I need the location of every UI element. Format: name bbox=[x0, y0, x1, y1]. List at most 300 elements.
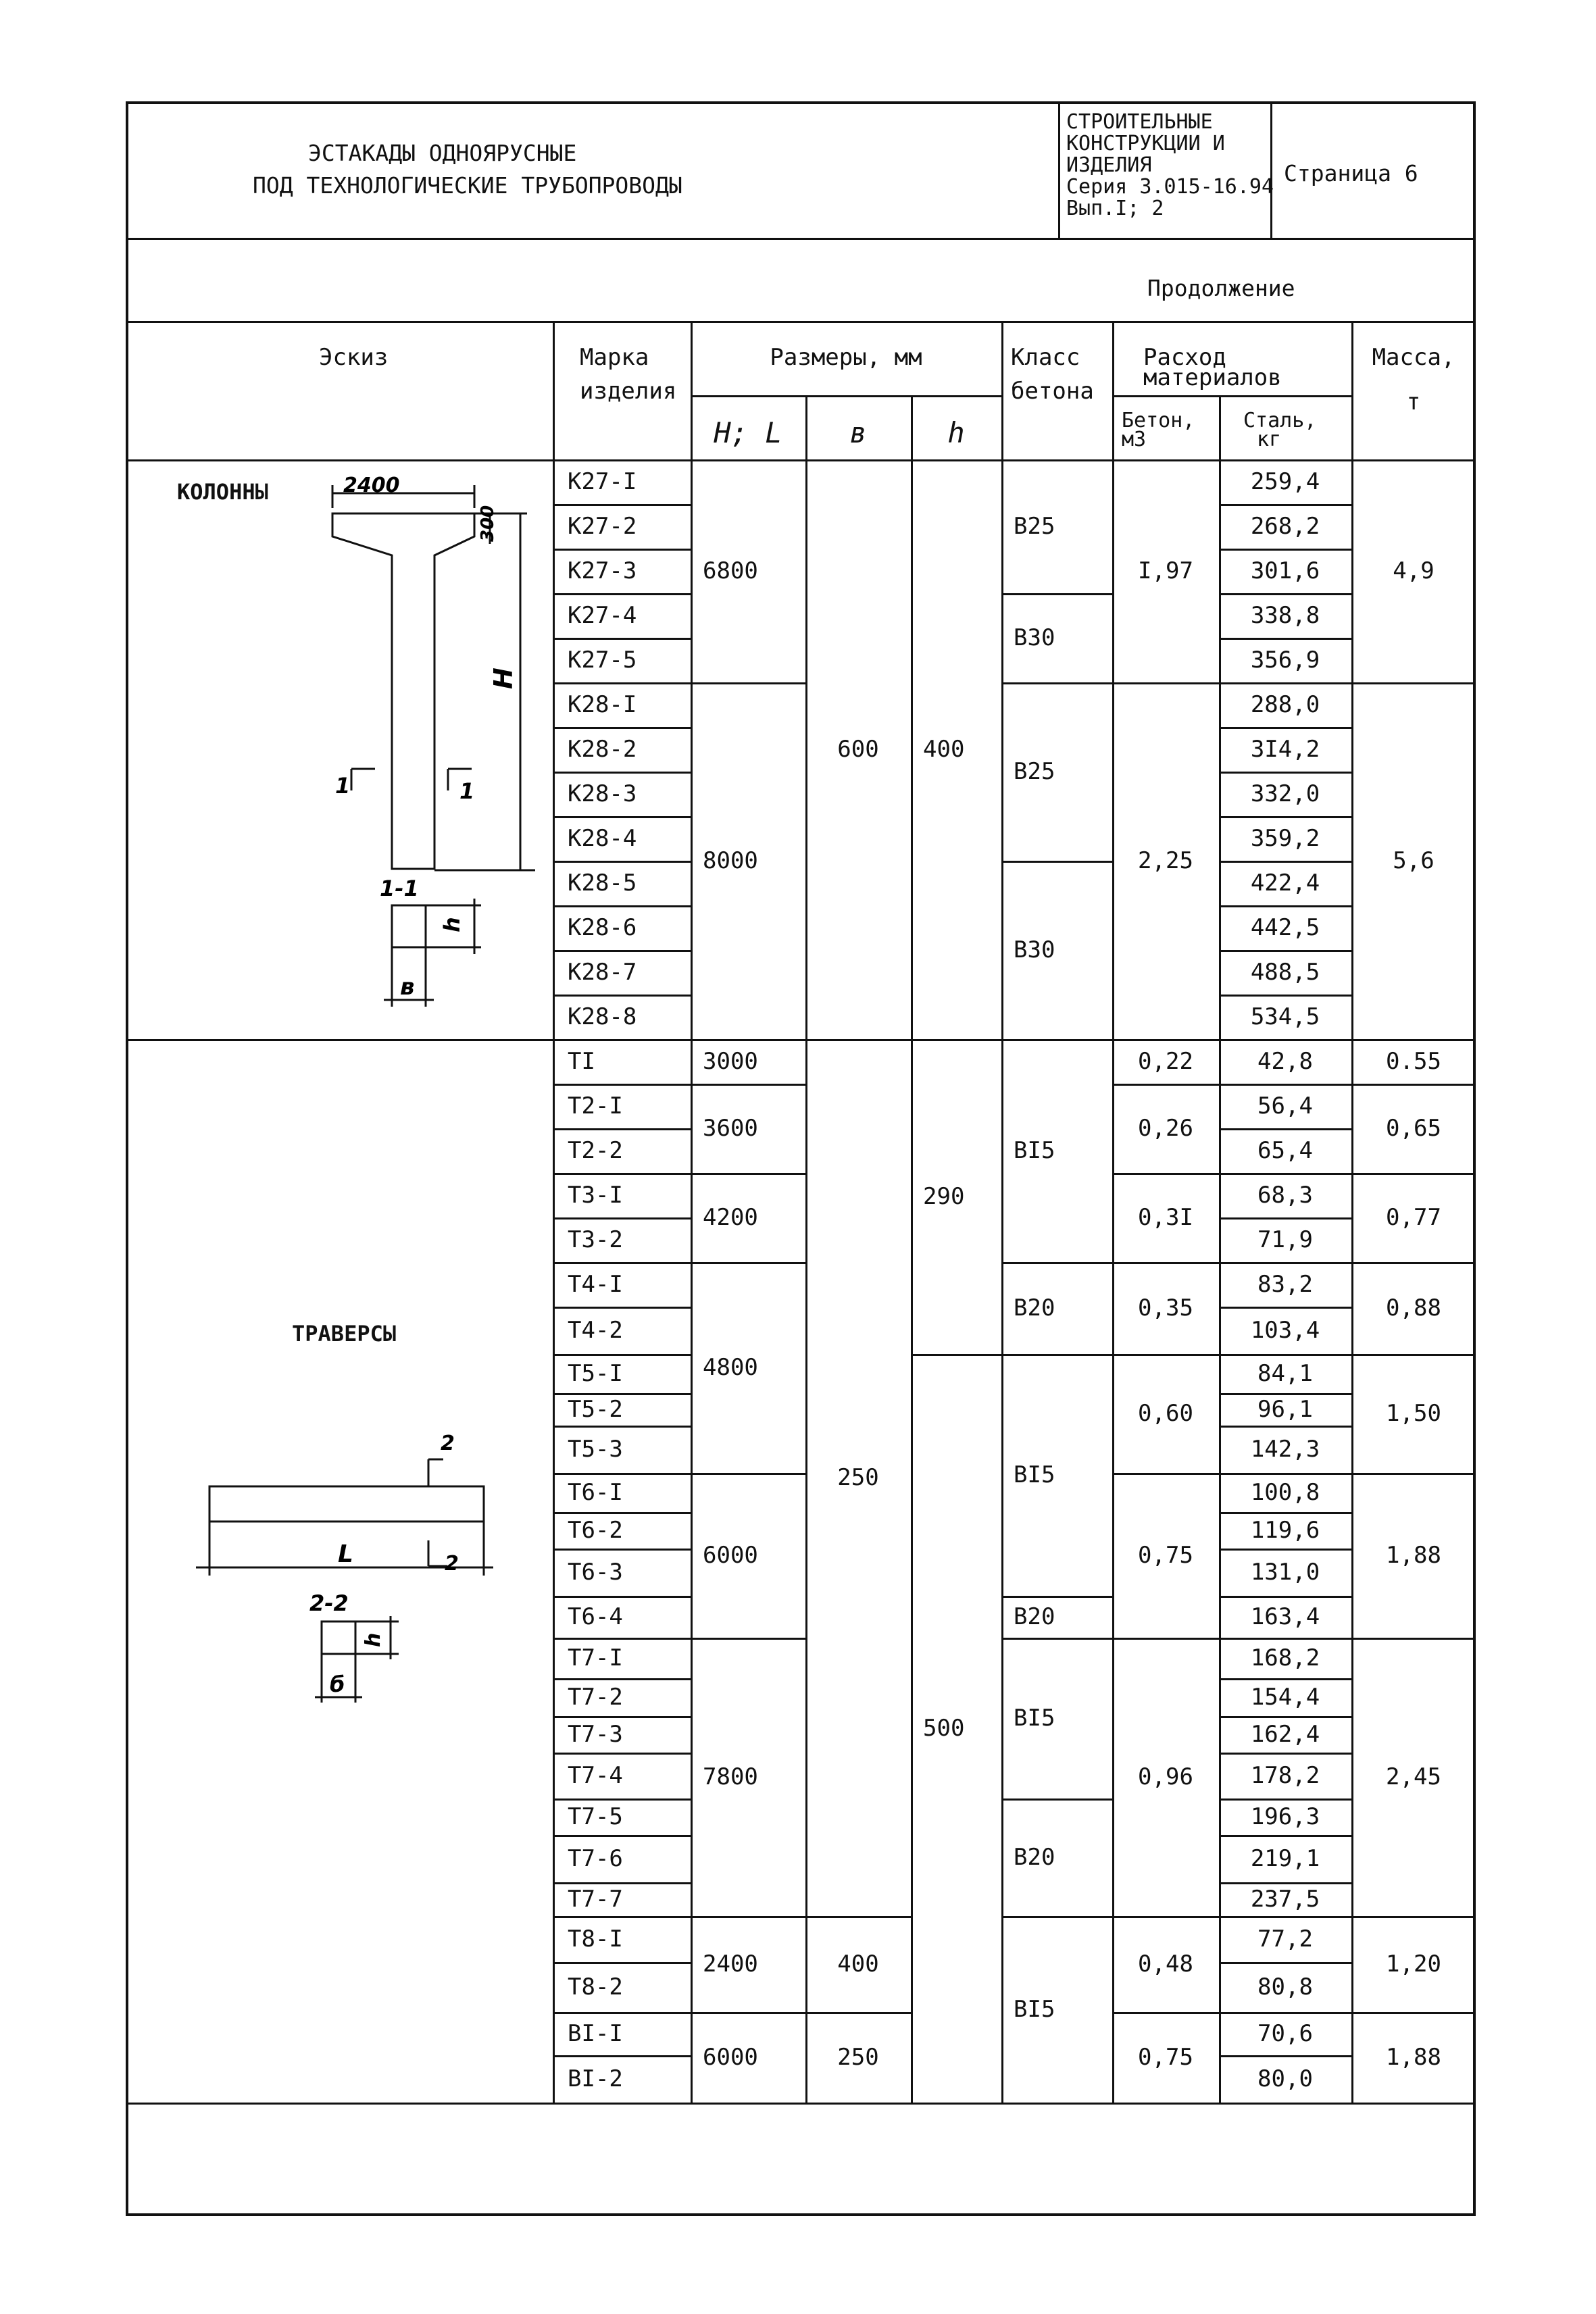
mass-rule bbox=[1351, 1084, 1476, 1086]
steel-cell: 422,4 bbox=[1250, 870, 1320, 897]
row-rule bbox=[553, 593, 691, 595]
series-line4: Серия 3.015-16.94 bbox=[1066, 175, 1274, 199]
steel-cell: 259,4 bbox=[1250, 468, 1320, 495]
steel-cell: 3I4,2 bbox=[1250, 736, 1320, 763]
length-cell: 2400 bbox=[703, 1951, 758, 1978]
mass-cell: 0,65 bbox=[1386, 1115, 1441, 1142]
row-rule bbox=[553, 1549, 691, 1551]
mark-cell: BI-I bbox=[568, 2020, 623, 2047]
header-mass-line2: т bbox=[1406, 388, 1421, 416]
row-rule bbox=[553, 1217, 691, 1219]
class-rule bbox=[1001, 1596, 1112, 1598]
steel-cell: 163,4 bbox=[1250, 1603, 1320, 1630]
row-rule bbox=[1219, 1354, 1351, 1356]
mark-cell: К28-5 bbox=[568, 870, 637, 897]
steel-cell: 84,1 bbox=[1257, 1360, 1313, 1387]
row-rule bbox=[1219, 1753, 1351, 1755]
row-rule bbox=[1219, 1882, 1351, 1884]
length-rule bbox=[691, 1262, 805, 1264]
mark-cell: BI-2 bbox=[568, 2065, 623, 2092]
mass-rule bbox=[1351, 682, 1476, 684]
length-rule bbox=[691, 1916, 805, 1918]
class-cell: B25 bbox=[1014, 513, 1055, 540]
class-cell: B30 bbox=[1014, 936, 1055, 963]
mark-cell: T7-3 bbox=[568, 1721, 623, 1748]
height-rule bbox=[911, 1039, 1001, 1041]
row-rule bbox=[1219, 1549, 1351, 1551]
row-rule bbox=[553, 1716, 691, 1718]
traverse-section-mark-top: 2 bbox=[441, 1432, 455, 1455]
concrete-rule bbox=[1112, 1638, 1219, 1640]
row-rule bbox=[553, 1473, 691, 1475]
width-rule bbox=[805, 1039, 911, 1041]
row-rule bbox=[553, 861, 691, 863]
row-rule bbox=[1219, 2012, 1351, 2014]
row-rule bbox=[553, 1039, 691, 1041]
concrete-cell: 0,22 bbox=[1138, 1048, 1193, 1075]
class-rule bbox=[1001, 1039, 1112, 1041]
title-divider-2 bbox=[1270, 101, 1272, 238]
header-sketch: Эскиз bbox=[319, 344, 389, 371]
row-rule bbox=[553, 772, 691, 774]
series-line2: КОНСТРУКЦИИ И bbox=[1066, 132, 1225, 155]
steel-cell: 237,5 bbox=[1250, 1886, 1320, 1913]
title-divider-1 bbox=[1058, 101, 1060, 238]
class-cell: BI5 bbox=[1014, 1996, 1055, 2023]
header-width: в bbox=[849, 416, 867, 449]
concrete-rule bbox=[1112, 1039, 1219, 1041]
steel-cell: 196,3 bbox=[1250, 1803, 1320, 1830]
length-cell: 4800 bbox=[703, 1354, 758, 1381]
column-outline bbox=[332, 513, 474, 869]
mark-cell: К27-4 bbox=[568, 602, 637, 629]
row-rule bbox=[553, 1354, 691, 1356]
width-rule bbox=[805, 2012, 911, 2014]
mass-rule bbox=[1351, 1354, 1476, 1356]
row-rule bbox=[1219, 1716, 1351, 1718]
mass-cell: 4,9 bbox=[1393, 557, 1435, 584]
concrete-cell: 0,35 bbox=[1138, 1294, 1193, 1322]
class-rule bbox=[1001, 682, 1112, 684]
row-rule bbox=[1219, 727, 1351, 729]
section-traverses-label: ТРАВЕРСЫ bbox=[292, 1321, 397, 1347]
width-cell: 250 bbox=[837, 1464, 879, 1491]
class-rule bbox=[1001, 1638, 1112, 1640]
row-rule bbox=[553, 1916, 691, 1918]
header-concrete-line1: Бетон, bbox=[1122, 409, 1195, 432]
concrete-cell: 0,96 bbox=[1138, 1763, 1193, 1790]
traverse-length-dim: L bbox=[338, 1540, 353, 1568]
column-divider bbox=[911, 395, 913, 2103]
concrete-rule bbox=[1112, 682, 1219, 684]
steel-cell: 268,2 bbox=[1250, 513, 1320, 540]
steel-cell: 83,2 bbox=[1257, 1271, 1313, 1298]
row-rule bbox=[553, 727, 691, 729]
concrete-rule bbox=[1112, 1916, 1219, 1918]
row-rule bbox=[1219, 1173, 1351, 1175]
mark-cell: К28-6 bbox=[568, 914, 637, 941]
column-section-mark-right: 1 bbox=[459, 778, 475, 804]
steel-cell: 100,8 bbox=[1250, 1479, 1320, 1506]
traverse-section-rect bbox=[322, 1621, 355, 1654]
concrete-cell: 0,60 bbox=[1138, 1400, 1193, 1427]
column-section-title: 1-1 bbox=[380, 876, 419, 901]
steel-cell: 488,5 bbox=[1250, 959, 1320, 986]
row-rule bbox=[1219, 1512, 1351, 1514]
concrete-rule bbox=[1112, 1173, 1219, 1175]
row-rule bbox=[553, 995, 691, 997]
mass-cell: 1,50 bbox=[1386, 1400, 1441, 1427]
concrete-cell: 0,75 bbox=[1138, 1542, 1193, 1569]
mark-cell: T8-2 bbox=[568, 1973, 623, 2001]
steel-cell: 534,5 bbox=[1250, 1003, 1320, 1030]
header-subrule bbox=[1112, 395, 1351, 397]
header-height: h bbox=[947, 416, 965, 449]
height-cell: 290 bbox=[923, 1183, 965, 1210]
mass-cell: 0,88 bbox=[1386, 1294, 1441, 1322]
series-line5: Вып.I; 2 bbox=[1066, 197, 1164, 220]
column-top-dim: 300 bbox=[478, 505, 498, 542]
row-rule bbox=[1219, 504, 1351, 506]
mass-cell: 0,77 bbox=[1386, 1204, 1441, 1231]
concrete-rule bbox=[1112, 1262, 1219, 1264]
mark-cell: T5-I bbox=[568, 1360, 623, 1387]
concrete-rule bbox=[1112, 1354, 1219, 1356]
series-line1: СТРОИТЕЛЬНЫЕ bbox=[1066, 110, 1213, 134]
steel-cell: 71,9 bbox=[1257, 1226, 1313, 1253]
length-cell: 7800 bbox=[703, 1763, 758, 1790]
mark-cell: T3-2 bbox=[568, 1226, 623, 1253]
row-rule bbox=[553, 682, 691, 684]
concrete-cell: 0,26 bbox=[1138, 1115, 1193, 1142]
title-block-divider bbox=[126, 238, 1476, 240]
steel-cell: 154,4 bbox=[1250, 1684, 1320, 1711]
row-rule bbox=[1219, 1426, 1351, 1428]
row-rule bbox=[553, 1882, 691, 1884]
steel-cell: 168,2 bbox=[1250, 1644, 1320, 1671]
mark-cell: T6-3 bbox=[568, 1559, 623, 1586]
length-cell: 3600 bbox=[703, 1115, 758, 1142]
class-rule bbox=[1001, 1262, 1112, 1264]
concrete-cell: 0,3I bbox=[1138, 1204, 1193, 1231]
continuation-label: Продолжение bbox=[1147, 275, 1295, 301]
steel-cell: 359,2 bbox=[1250, 825, 1320, 852]
section-separator bbox=[126, 1039, 553, 1041]
row-rule bbox=[553, 1753, 691, 1755]
length-rule bbox=[691, 1638, 805, 1640]
steel-cell: 178,2 bbox=[1250, 1762, 1320, 1789]
length-cell: 8000 bbox=[703, 847, 758, 874]
row-rule bbox=[1219, 1039, 1351, 1041]
steel-cell: 68,3 bbox=[1257, 1182, 1313, 1209]
traverse-outline bbox=[209, 1486, 484, 1521]
mark-cell: К28-2 bbox=[568, 736, 637, 763]
length-rule bbox=[691, 1473, 805, 1475]
row-rule bbox=[553, 1835, 691, 1837]
mark-cell: T8-I bbox=[568, 1926, 623, 1953]
row-rule bbox=[1219, 1084, 1351, 1086]
length-cell: 6000 bbox=[703, 1542, 758, 1569]
mark-cell: T7-I bbox=[568, 1644, 623, 1671]
concrete-cell: 0,75 bbox=[1138, 2044, 1193, 2071]
header-steel-line2: кг bbox=[1257, 428, 1282, 451]
mark-cell: T7-7 bbox=[568, 1886, 623, 1913]
row-rule bbox=[553, 905, 691, 907]
page-number: Страница 6 bbox=[1284, 160, 1418, 186]
mark-cell: К28-3 bbox=[568, 780, 637, 807]
traverse-sketch bbox=[196, 1419, 507, 1730]
document-title-line1: ЭСТАКАДЫ ОДНОЯРУСНЫЕ bbox=[308, 140, 577, 166]
row-rule bbox=[553, 1426, 691, 1428]
row-rule bbox=[553, 1962, 691, 1964]
mark-cell: T4-2 bbox=[568, 1317, 623, 1344]
row-rule bbox=[553, 1084, 691, 1086]
mark-cell: T4-I bbox=[568, 1271, 623, 1298]
class-cell: B25 bbox=[1014, 758, 1055, 785]
length-rule bbox=[691, 1173, 805, 1175]
row-rule bbox=[553, 1512, 691, 1514]
header-bottom-rule bbox=[126, 459, 1476, 461]
row-rule bbox=[553, 504, 691, 506]
row-rule bbox=[1219, 1835, 1351, 1837]
header-mark-line2: изделия bbox=[580, 378, 677, 405]
header-length: H; L bbox=[714, 416, 782, 449]
row-rule bbox=[1219, 1473, 1351, 1475]
mass-cell: 5,6 bbox=[1393, 847, 1435, 874]
row-rule bbox=[553, 1638, 691, 1640]
steel-cell: 442,5 bbox=[1250, 914, 1320, 941]
length-cell: 6000 bbox=[703, 2044, 758, 2071]
steel-cell: 42,8 bbox=[1257, 1048, 1313, 1075]
length-cell: 3000 bbox=[703, 1048, 758, 1075]
row-rule bbox=[553, 1128, 691, 1130]
row-rule bbox=[1219, 1217, 1351, 1219]
concrete-rule bbox=[1112, 1473, 1219, 1475]
row-rule bbox=[1219, 638, 1351, 640]
mass-rule bbox=[1351, 2012, 1476, 2014]
steel-cell: 65,4 bbox=[1257, 1137, 1313, 1164]
column-section-b: в bbox=[400, 974, 415, 1001]
class-rule bbox=[1001, 861, 1112, 863]
class-cell: B30 bbox=[1014, 624, 1055, 651]
mark-cell: T7-2 bbox=[568, 1684, 623, 1711]
row-rule bbox=[553, 2012, 691, 2014]
mass-cell: 1,88 bbox=[1386, 2044, 1441, 2071]
column-section-h: h bbox=[439, 917, 465, 932]
steel-cell: 56,4 bbox=[1257, 1092, 1313, 1120]
header-sizes: Размеры, мм bbox=[770, 344, 922, 371]
mass-rule bbox=[1351, 1039, 1476, 1041]
height-cell: 500 bbox=[923, 1715, 965, 1742]
mark-cell: T6-2 bbox=[568, 1517, 623, 1544]
height-cell: 400 bbox=[923, 736, 965, 763]
mark-cell: T2-2 bbox=[568, 1137, 623, 1164]
row-rule bbox=[1219, 816, 1351, 818]
mass-rule bbox=[1351, 1173, 1476, 1175]
mark-cell: T6-4 bbox=[568, 1603, 623, 1630]
steel-cell: 332,0 bbox=[1250, 780, 1320, 807]
mark-cell: К27-3 bbox=[568, 557, 637, 584]
header-mass-line1: Масса, bbox=[1372, 344, 1455, 371]
row-rule bbox=[553, 549, 691, 551]
width-cell: 250 bbox=[837, 2044, 879, 2071]
row-rule bbox=[553, 950, 691, 952]
width-cell: 400 bbox=[837, 1951, 879, 1978]
concrete-cell: I,97 bbox=[1138, 557, 1193, 584]
steel-cell: 119,6 bbox=[1250, 1517, 1320, 1544]
row-rule bbox=[1219, 1262, 1351, 1264]
row-rule bbox=[553, 816, 691, 818]
mark-cell: К28-I bbox=[568, 691, 637, 718]
mark-cell: T7-5 bbox=[568, 1803, 623, 1830]
mass-cell: 0.55 bbox=[1386, 1048, 1441, 1075]
steel-cell: 131,0 bbox=[1250, 1559, 1320, 1586]
section-columns-label: КОЛОННЫ bbox=[177, 479, 268, 505]
class-rule bbox=[1001, 1799, 1112, 1801]
steel-cell: 219,1 bbox=[1250, 1845, 1320, 1872]
class-rule bbox=[1001, 593, 1112, 595]
traverse-section-title: 2-2 bbox=[309, 1590, 349, 1616]
steel-cell: 142,3 bbox=[1250, 1436, 1320, 1463]
mark-cell: К28-7 bbox=[568, 959, 637, 986]
row-rule bbox=[553, 638, 691, 640]
column-sketch bbox=[291, 466, 554, 1027]
row-rule bbox=[1219, 1799, 1351, 1801]
mark-cell: T6-I bbox=[568, 1479, 623, 1506]
column-divider bbox=[691, 321, 693, 2103]
steel-cell: 288,0 bbox=[1250, 691, 1320, 718]
steel-cell: 162,4 bbox=[1250, 1721, 1320, 1748]
concrete-cell: 0,48 bbox=[1138, 1951, 1193, 1978]
mark-cell: К27-I bbox=[568, 468, 637, 495]
length-rule bbox=[691, 1084, 805, 1086]
mass-rule bbox=[1351, 1262, 1476, 1264]
row-rule bbox=[1219, 905, 1351, 907]
steel-cell: 103,4 bbox=[1250, 1317, 1320, 1344]
mark-cell: T2-I bbox=[568, 1092, 623, 1120]
class-cell: B20 bbox=[1014, 1294, 1055, 1322]
mark-cell: T7-4 bbox=[568, 1762, 623, 1789]
column-section-rect bbox=[392, 905, 426, 947]
steel-cell: 77,2 bbox=[1257, 1926, 1313, 1953]
length-rule bbox=[691, 2012, 805, 2014]
traverse-section-b: б bbox=[330, 1671, 345, 1697]
width-rule bbox=[805, 1916, 911, 1918]
mark-cell: T5-3 bbox=[568, 1436, 623, 1463]
class-cell: B20 bbox=[1014, 1844, 1055, 1871]
class-rule bbox=[1001, 1916, 1112, 1918]
row-rule bbox=[553, 1262, 691, 1264]
length-rule bbox=[691, 682, 805, 684]
header-consumption-line1: Расход bbox=[1143, 344, 1226, 371]
header-consumption-line2: материалов bbox=[1143, 364, 1282, 391]
header-concrete-line2: м3 bbox=[1122, 428, 1147, 451]
height-rule bbox=[911, 1354, 1001, 1356]
mark-cell: К27-5 bbox=[568, 647, 637, 674]
mark-cell: TI bbox=[568, 1048, 595, 1075]
steel-cell: 356,9 bbox=[1250, 647, 1320, 674]
class-cell: BI5 bbox=[1014, 1461, 1055, 1488]
concrete-cell: 2,25 bbox=[1138, 847, 1193, 874]
mark-cell: К27-2 bbox=[568, 513, 637, 540]
row-rule bbox=[1219, 1128, 1351, 1130]
row-rule bbox=[1219, 593, 1351, 595]
row-rule bbox=[1219, 1638, 1351, 1640]
class-cell: BI5 bbox=[1014, 1137, 1055, 1164]
column-divider bbox=[805, 395, 807, 2103]
row-rule bbox=[1219, 950, 1351, 952]
steel-cell: 80,0 bbox=[1257, 2065, 1313, 2092]
row-rule bbox=[553, 1799, 691, 1801]
steel-cell: 70,6 bbox=[1257, 2020, 1313, 2047]
row-rule bbox=[1219, 1916, 1351, 1918]
row-rule bbox=[1219, 1307, 1351, 1309]
mark-cell: К28-8 bbox=[568, 1003, 637, 1030]
mass-cell: 2,45 bbox=[1386, 1763, 1441, 1790]
concrete-rule bbox=[1112, 2012, 1219, 2014]
row-rule bbox=[553, 2055, 691, 2057]
header-class-line2: бетона bbox=[1011, 378, 1094, 405]
table-bottom-rule bbox=[126, 2103, 1476, 2105]
steel-cell: 80,8 bbox=[1257, 1973, 1313, 2001]
steel-cell: 301,6 bbox=[1250, 557, 1320, 584]
class-rule bbox=[1001, 1354, 1112, 1356]
row-rule bbox=[1219, 772, 1351, 774]
length-rule bbox=[691, 1039, 805, 1041]
header-subrule bbox=[691, 395, 1001, 397]
row-rule bbox=[1219, 1962, 1351, 1964]
mass-rule bbox=[1351, 1473, 1476, 1475]
row-rule bbox=[553, 1173, 691, 1175]
concrete-rule bbox=[1112, 1084, 1219, 1086]
traverse-section-mark-bottom: 2 bbox=[445, 1552, 459, 1576]
row-rule bbox=[1219, 2055, 1351, 2057]
row-rule bbox=[553, 1307, 691, 1309]
continuation-divider bbox=[126, 321, 1476, 323]
row-rule bbox=[1219, 682, 1351, 684]
row-rule bbox=[1219, 1393, 1351, 1395]
mark-cell: К28-4 bbox=[568, 825, 637, 852]
column-width-dim: 2400 bbox=[343, 474, 400, 497]
class-cell: BI5 bbox=[1014, 1705, 1055, 1732]
header-mark-line1: Марка bbox=[580, 344, 649, 371]
column-divider bbox=[1001, 321, 1003, 2103]
traverse-section-h: h bbox=[361, 1632, 385, 1647]
document-title-line2: ПОД ТЕХНОЛОГИЧЕСКИЕ ТРУБОПРОВОДЫ bbox=[253, 172, 682, 199]
mass-rule bbox=[1351, 1916, 1476, 1918]
mark-cell: T5-2 bbox=[568, 1396, 623, 1423]
row-rule bbox=[1219, 1678, 1351, 1680]
mass-cell: 1,20 bbox=[1386, 1951, 1441, 1978]
row-rule bbox=[553, 1596, 691, 1598]
column-height-dim: H bbox=[489, 668, 518, 689]
mark-cell: T7-6 bbox=[568, 1845, 623, 1872]
row-rule bbox=[553, 1678, 691, 1680]
length-cell: 6800 bbox=[703, 557, 758, 584]
header-steel-line1: Сталь, bbox=[1243, 409, 1317, 432]
mass-cell: 1,88 bbox=[1386, 1542, 1441, 1569]
mark-cell: T3-I bbox=[568, 1182, 623, 1209]
series-line3: ИЗДЕЛИЯ bbox=[1066, 153, 1152, 177]
row-rule bbox=[553, 1393, 691, 1395]
class-cell: B20 bbox=[1014, 1603, 1055, 1630]
header-class-line1: Класс bbox=[1011, 344, 1080, 371]
width-cell: 600 bbox=[837, 736, 879, 763]
row-rule bbox=[1219, 549, 1351, 551]
row-rule bbox=[1219, 861, 1351, 863]
row-rule bbox=[1219, 995, 1351, 997]
row-rule bbox=[1219, 1596, 1351, 1598]
